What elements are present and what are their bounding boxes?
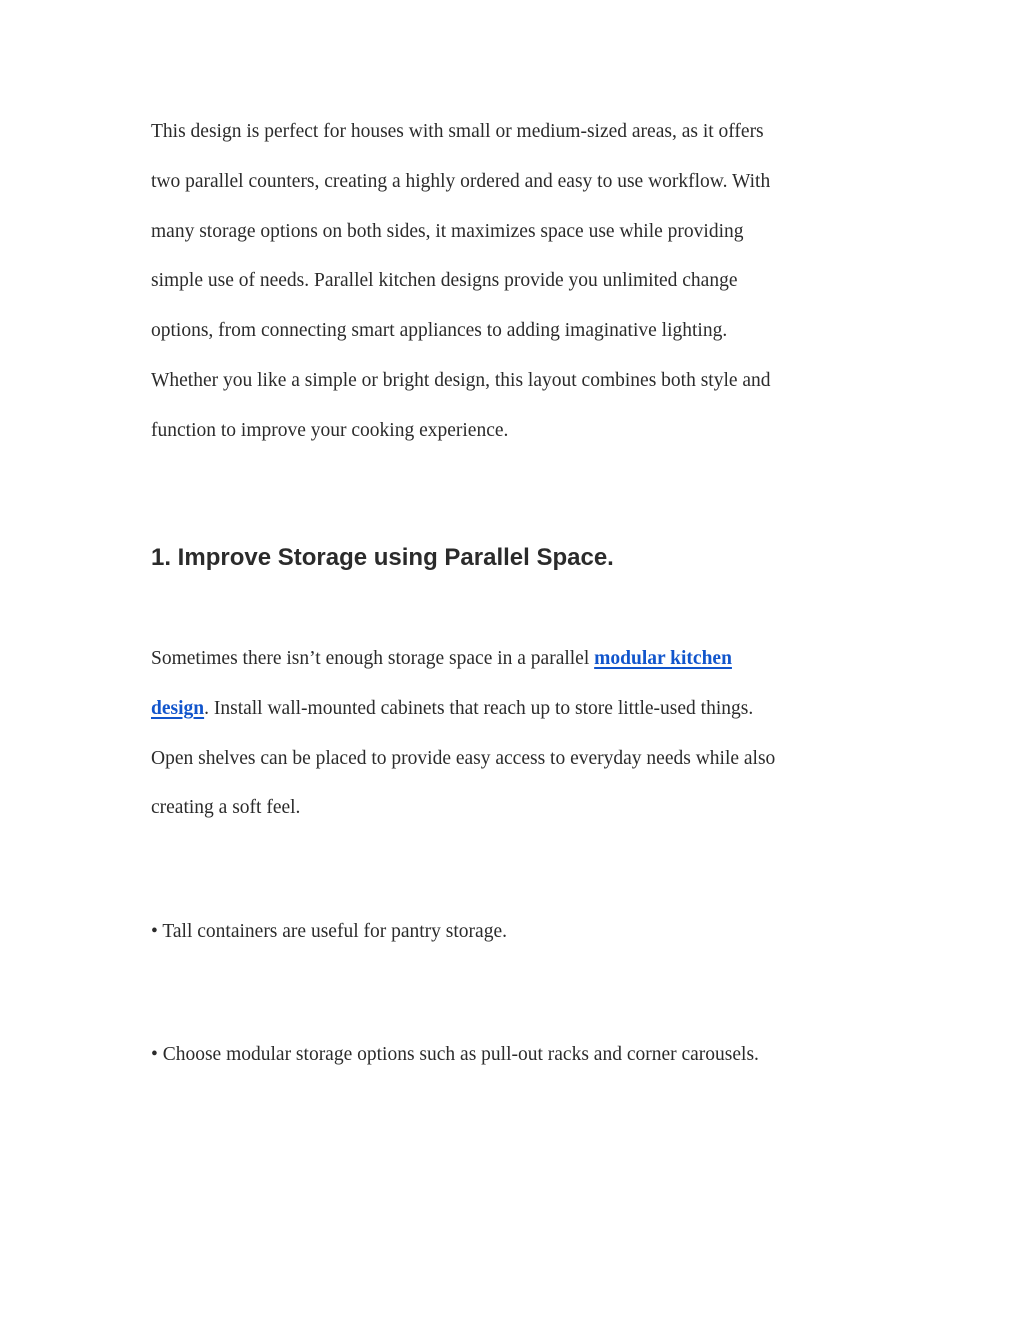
paragraph-text: . Install wall-mounted cabinets that reach up to store little-used things.: [204, 698, 754, 719]
paragraph-line-1: [151, 647, 732, 671]
intro-line-3: many storage options on both sides, it maximizes space use while providing: [151, 221, 744, 242]
design-link[interactable]: design: [151, 698, 205, 719]
paragraph-text: Sometimes there isn’t enough storage space in a parallel: [151, 648, 595, 669]
intro-line-1: This design is perfect for houses with small or medium-sized areas, as it offers: [151, 121, 764, 142]
bullet-item-2: • Choose modular storage options such as pull-out racks and corner carousels.: [151, 1044, 759, 1065]
intro-line-6: Whether you like a simple or bright design, this layout combines both style and: [151, 370, 771, 391]
intro-line-5: options, from connecting smart appliances to adding imaginative lighting.: [151, 320, 728, 341]
section-heading: 1. Improve Storage using Parallel Space.: [151, 544, 614, 571]
intro-line-2: two parallel counters, creating a highly ordered and easy to use workflow. With: [151, 171, 771, 192]
modular-kitchen-link[interactable]: modular kitchen: [594, 648, 732, 669]
paragraph-line-4: creating a soft feel.: [151, 797, 301, 818]
intro-line-7: function to improve your cooking experience.: [151, 420, 509, 441]
paragraph-line-3: Open shelves can be placed to provide easy access to everyday needs while also: [151, 748, 776, 769]
intro-line-4: simple use of needs. Parallel kitchen designs provide you unlimited change: [151, 270, 738, 291]
paragraph-line-2: [151, 697, 753, 721]
bullet-item-1: • Tall containers are useful for pantry storage.: [151, 921, 507, 942]
